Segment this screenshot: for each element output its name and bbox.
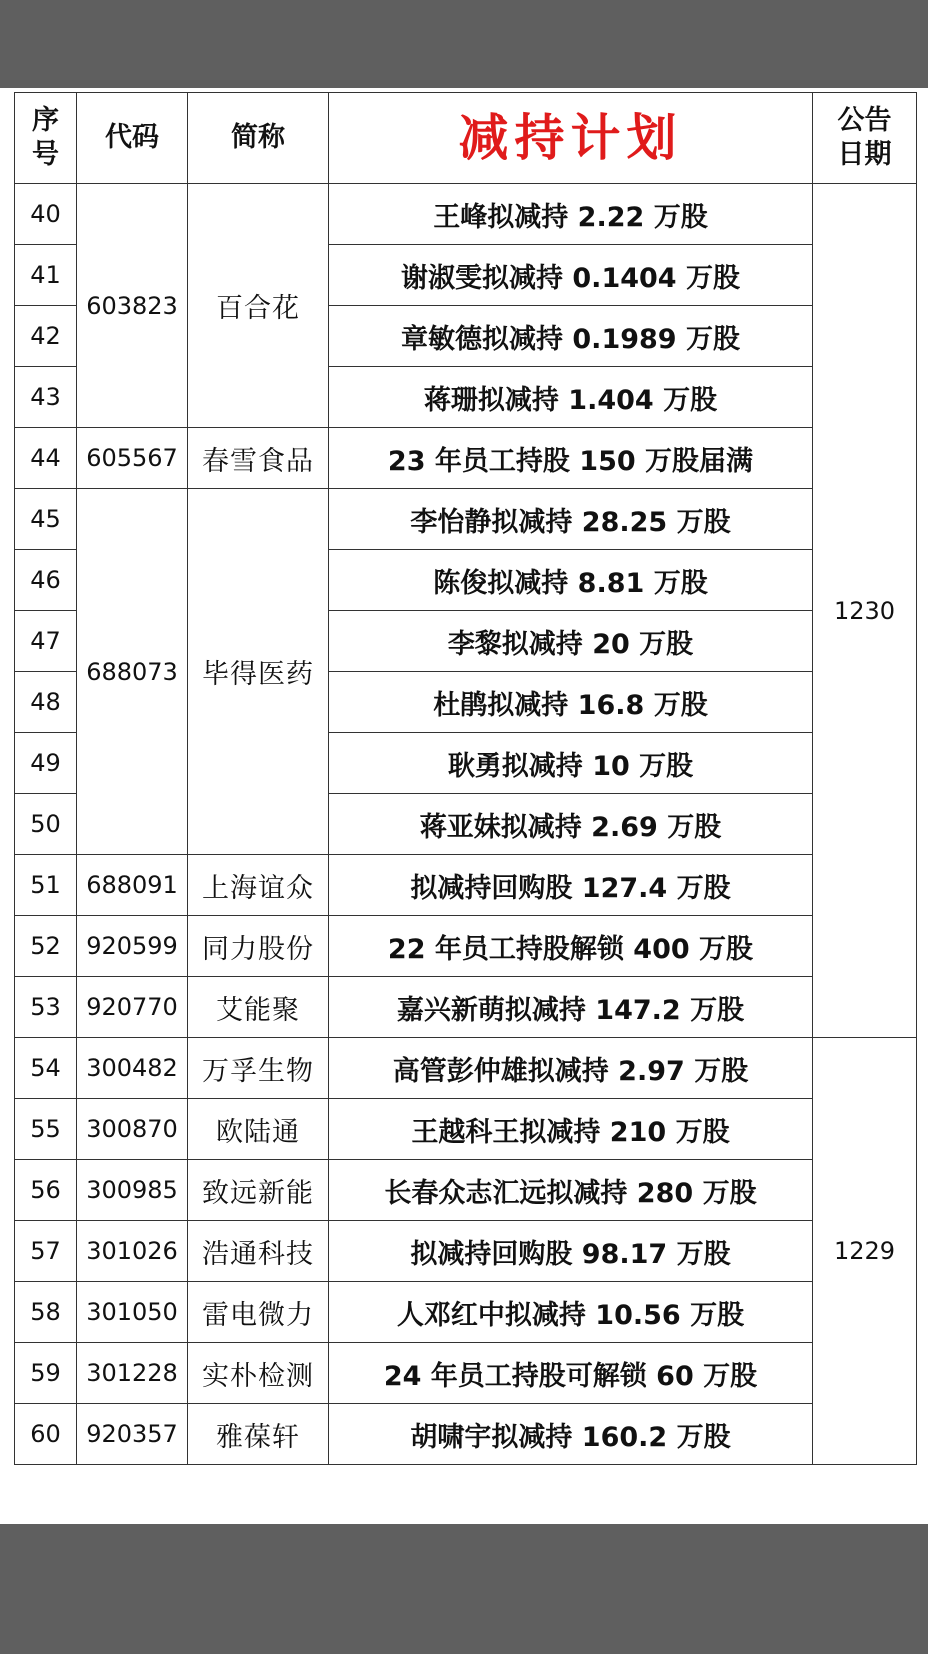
name-cell: 同力股份 — [188, 916, 329, 977]
plan-cell: 李怡静拟减持 28.25 万股 — [329, 489, 813, 550]
table-row — [15, 855, 917, 916]
seq-cell: 43 — [15, 367, 77, 428]
seq-cell: 54 — [15, 1038, 77, 1099]
seq-cell: 57 — [15, 1221, 77, 1282]
plan-cell: 陈俊拟减持 8.81 万股 — [329, 550, 813, 611]
reduction-plan-table — [14, 92, 917, 1465]
seq-cell: 59 — [15, 1343, 77, 1404]
code-cell: 301050 — [77, 1282, 188, 1343]
name-cell: 毕得医药 — [188, 489, 329, 855]
name-cell: 浩通科技 — [188, 1221, 329, 1282]
code-cell: 300482 — [77, 1038, 188, 1099]
plan-cell: 胡啸宇拟减持 160.2 万股 — [329, 1404, 813, 1465]
code-cell: 920357 — [77, 1404, 188, 1465]
code-cell: 300870 — [77, 1099, 188, 1160]
seq-cell: 55 — [15, 1099, 77, 1160]
seq-cell: 53 — [15, 977, 77, 1038]
plan-cell: 24 年员工持股可解锁 60 万股 — [329, 1343, 813, 1404]
seq-cell: 46 — [15, 550, 77, 611]
code-cell: 603823 — [77, 184, 188, 428]
plan-cell: 长春众志汇远拟减持 280 万股 — [329, 1160, 813, 1221]
code-cell: 920599 — [77, 916, 188, 977]
table-row — [15, 1282, 917, 1343]
table-row — [15, 1221, 917, 1282]
plan-cell: 拟减持回购股 98.17 万股 — [329, 1221, 813, 1282]
bottom-bar — [0, 1524, 928, 1654]
seq-cell: 51 — [15, 855, 77, 916]
plan-cell: 杜鹃拟减持 16.8 万股 — [329, 672, 813, 733]
date-cell: 1229 — [813, 1038, 917, 1465]
plan-cell: 王越科王拟减持 210 万股 — [329, 1099, 813, 1160]
seq-cell: 44 — [15, 428, 77, 489]
header-date: 公告日期 — [813, 93, 917, 184]
plan-cell: 蒋珊拟减持 1.404 万股 — [329, 367, 813, 428]
plan-cell: 章敏德拟减持 0.1989 万股 — [329, 306, 813, 367]
date-cell: 1230 — [813, 184, 917, 1038]
seq-cell: 47 — [15, 611, 77, 672]
name-cell: 百合花 — [188, 184, 329, 428]
name-cell: 实朴检测 — [188, 1343, 329, 1404]
header-name: 简称 — [188, 93, 329, 184]
seq-cell: 58 — [15, 1282, 77, 1343]
plan-cell: 拟减持回购股 127.4 万股 — [329, 855, 813, 916]
seq-cell: 45 — [15, 489, 77, 550]
seq-cell: 40 — [15, 184, 77, 245]
name-cell: 上海谊众 — [188, 855, 329, 916]
table-row — [15, 184, 917, 245]
name-cell: 欧陆通 — [188, 1099, 329, 1160]
plan-cell: 李黎拟减持 20 万股 — [329, 611, 813, 672]
seq-cell: 48 — [15, 672, 77, 733]
table-row — [15, 977, 917, 1038]
plan-cell: 蒋亚妹拟减持 2.69 万股 — [329, 794, 813, 855]
code-cell: 605567 — [77, 428, 188, 489]
seq-cell: 50 — [15, 794, 77, 855]
header-seq: 序号 — [15, 93, 77, 184]
name-cell: 万孚生物 — [188, 1038, 329, 1099]
code-cell: 301026 — [77, 1221, 188, 1282]
plan-cell: 22 年员工持股解锁 400 万股 — [329, 916, 813, 977]
table-row — [15, 1038, 917, 1099]
name-cell: 艾能聚 — [188, 977, 329, 1038]
seq-cell: 49 — [15, 733, 77, 794]
name-cell: 雷电微力 — [188, 1282, 329, 1343]
header-plan-title: 减持计划 — [329, 93, 813, 184]
seq-cell: 60 — [15, 1404, 77, 1465]
plan-cell: 嘉兴新萌拟减持 147.2 万股 — [329, 977, 813, 1038]
code-cell: 920770 — [77, 977, 188, 1038]
code-cell: 688073 — [77, 489, 188, 855]
table-row — [15, 1404, 917, 1465]
name-cell: 春雪食品 — [188, 428, 329, 489]
name-cell: 雅葆轩 — [188, 1404, 329, 1465]
plan-cell: 23 年员工持股 150 万股届满 — [329, 428, 813, 489]
plan-cell: 高管彭仲雄拟减持 2.97 万股 — [329, 1038, 813, 1099]
code-cell: 301228 — [77, 1343, 188, 1404]
seq-cell: 56 — [15, 1160, 77, 1221]
plan-cell: 王峰拟减持 2.22 万股 — [329, 184, 813, 245]
reduction-plan-table-sheet — [14, 92, 916, 1465]
name-cell: 致远新能 — [188, 1160, 329, 1221]
table-row — [15, 1160, 917, 1221]
seq-cell: 42 — [15, 306, 77, 367]
plan-cell: 耿勇拟减持 10 万股 — [329, 733, 813, 794]
table-header-row — [15, 93, 917, 184]
code-cell: 300985 — [77, 1160, 188, 1221]
header-code: 代码 — [77, 93, 188, 184]
seq-cell: 52 — [15, 916, 77, 977]
code-cell: 688091 — [77, 855, 188, 916]
table-row — [15, 916, 917, 977]
plan-cell: 谢淑雯拟减持 0.1404 万股 — [329, 245, 813, 306]
seq-cell: 41 — [15, 245, 77, 306]
table-row — [15, 489, 917, 550]
plan-cell: 人邓红中拟减持 10.56 万股 — [329, 1282, 813, 1343]
top-bar — [0, 0, 928, 88]
table-row — [15, 1343, 917, 1404]
table-row — [15, 1099, 917, 1160]
table-row — [15, 428, 917, 489]
